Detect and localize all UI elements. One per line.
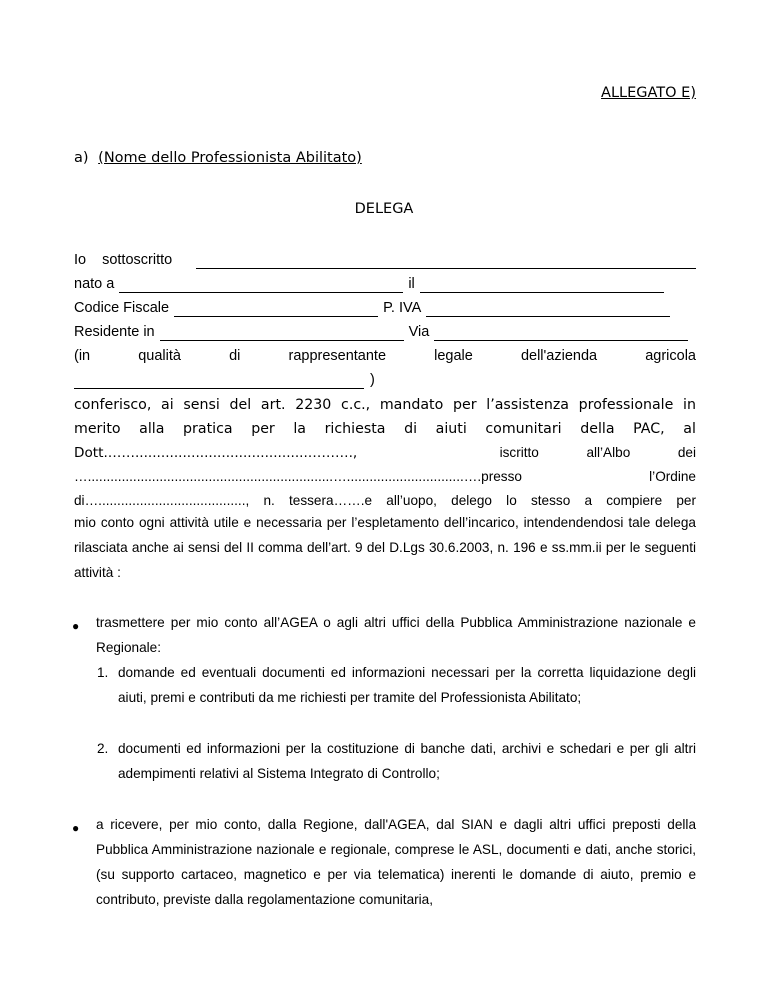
merito-word: comunitari (485, 421, 562, 437)
professionista-name: (Nome dello Professionista Abilitato) (98, 150, 362, 166)
nato-row (74, 275, 696, 293)
qualita-word: agricola (645, 348, 696, 364)
dei-word: dei (677, 445, 696, 460)
dott-line (74, 444, 696, 462)
ordine-word: l’Ordine (649, 469, 696, 484)
azienda-field[interactable] (74, 374, 364, 389)
close-paren: ) (370, 372, 375, 388)
residente-label: Residente in (74, 324, 155, 340)
qualita-word: legale (434, 348, 473, 364)
bullet-icon: ● (72, 619, 80, 633)
sottoscritto-label: sottoscritto (102, 252, 173, 268)
codice-fiscale-field[interactable] (174, 302, 378, 317)
residente-row (74, 323, 696, 341)
residente-field[interactable] (160, 326, 404, 341)
merito-word: della (580, 421, 615, 437)
merito-word: pratica (183, 421, 233, 437)
codice-fiscale-label: Codice Fiscale (74, 300, 170, 316)
merito-word: PAC, (633, 421, 665, 437)
item-1-number: 1. (97, 665, 109, 680)
merito-word: alla (139, 421, 165, 437)
merito-word: aiuti (435, 421, 467, 437)
albo-word: all’Albo (586, 445, 631, 460)
qualita-word: rappresentante (288, 348, 387, 364)
qualita-row (74, 347, 696, 365)
item-1-text: domande ed eventuali documenti ed informazioni necessari per la corretta liquidazione degli aiuti, premi e contributi da me richiesti per tramite del Professionista Abilitato; (118, 665, 696, 705)
nato-a-label: nato a (74, 276, 115, 292)
mandate-paragraph: mio conto ogni attività utile e necessaria per l’espletamento dell’incarico, intendendendosi tale delega rilasciata anche ai sensi del II comma dell’art. 9 del D.Lgs 30.6.2003, n. 196 e ss.mm.ii per le seguenti attività : (74, 515, 696, 580)
bullet-icon: ● (72, 821, 80, 835)
item-2-text: documenti ed informazioni per la costituzione di banche dati, archivi e schedari e per gli altri adempimenti relativi al Sistema Integrato di Controllo; (118, 741, 696, 781)
merito-word: al (683, 421, 696, 437)
nato-a-field[interactable] (119, 278, 403, 293)
qualita-word: (in (74, 348, 91, 364)
intro-line (74, 149, 362, 167)
sottoscritto-field[interactable] (196, 254, 696, 269)
codice-row (74, 299, 696, 317)
merito-word: la (293, 421, 306, 437)
item-2-number: 2. (97, 741, 109, 756)
albo-field: ….................................................................…...............................….presso (74, 469, 522, 484)
piva-field[interactable] (426, 302, 670, 317)
qualita-word: qualità (138, 348, 181, 364)
via-label: Via (408, 324, 430, 340)
merito-word: per (251, 421, 275, 437)
piva-label: P. IVA (383, 300, 422, 316)
sottoscritto-row (74, 251, 696, 269)
delega-title: DELEGA (354, 201, 414, 217)
il-label: il (408, 276, 415, 292)
azienda-row (74, 371, 696, 389)
bullet-2-text: a ricevere, per mio conto, dalla Regione, dall'AGEA, dal SIAN e dagli altri uffici preposti della Pubblica Amministrazione nazionale e regionale, comprese le ASL, documenti e dati, anche storici, (su supporto cartaceo, magnetico e per via telematica) inerenti le domande di aiuto, premio e contributo, previste dalla regolamentazione comunitaria, (96, 817, 696, 907)
merito-word: merito (74, 421, 121, 437)
bullet-1-text: trasmettere per mio conto all’AGEA o agli altri uffici della Pubblica Amministrazione nazionale e Regionale: (96, 615, 696, 655)
merito-word: richiesta (324, 421, 386, 437)
iscritto-word: iscritto (499, 445, 539, 460)
conferisco-line: conferisco, ai sensi del art. 2230 c.c., mandato per l’assistenza professionale in (74, 397, 696, 413)
albo-line (74, 468, 696, 486)
di-line: di…......................................., n. tessera…….e all’uopo, delego lo stesso a compiere per (74, 493, 696, 508)
intro-letter: a) (74, 150, 89, 166)
qualita-word: dell'azienda (520, 348, 598, 364)
allegato-label: ALLEGATO E) (601, 85, 696, 101)
il-field[interactable] (420, 278, 664, 293)
dott-field: Dott.……........................................………., (74, 445, 358, 461)
io-label: Io (74, 252, 87, 268)
merito-word: di (404, 421, 418, 437)
merito-line (74, 420, 696, 438)
qualita-word: di (229, 348, 241, 364)
via-field[interactable] (434, 326, 688, 341)
